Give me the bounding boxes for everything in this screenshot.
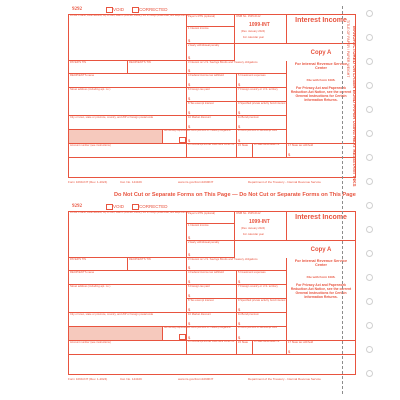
- box-17-label-2: 17 State tax withheld: [288, 341, 313, 344]
- omb-box: [235, 15, 287, 44]
- account-box-2[interactable]: [69, 341, 187, 355]
- box-13-label: 13 Bond premium on tax-exempt bond: [238, 130, 278, 132]
- copy-label-2: Copy A: [310, 247, 332, 253]
- form-grid: [68, 14, 356, 178]
- city-box-2[interactable]: [69, 313, 187, 327]
- box-9-dollar-2: $: [238, 307, 241, 312]
- box-11-label-2: 11 Bond premium: [238, 313, 260, 316]
- box-10-label-2: 10 Market discount: [188, 313, 211, 316]
- box-2-dollar-2: $: [188, 252, 191, 257]
- footer-url-2: www.irs.gov/Form1099INT: [178, 377, 214, 381]
- box-4-dollar-2: $: [188, 279, 191, 284]
- city-box[interactable]: [69, 116, 187, 130]
- city-label-2: City or town, state or province, country, and ZIP or foreign postal code: [70, 313, 154, 316]
- footer-url: www.irs.gov/Form1099INT: [178, 180, 214, 184]
- feed-hole: [366, 82, 373, 89]
- payer-tin-box[interactable]: [69, 61, 128, 74]
- box-13[interactable]: [237, 130, 287, 144]
- box-1-dollar: $: [188, 38, 191, 43]
- shaded-area-2: [69, 327, 163, 341]
- payer-rtn-box[interactable]: [187, 15, 235, 27]
- box-16-2[interactable]: [253, 341, 287, 355]
- feed-hole: [366, 106, 373, 113]
- fatca-label: FATCA filing requirement: [164, 130, 189, 132]
- form-name-2: 1099-INT: [249, 219, 270, 225]
- box-15[interactable]: [237, 144, 253, 158]
- form-code-2: 9292: [72, 204, 82, 209]
- recipient-tin-box[interactable]: [128, 61, 187, 74]
- box-6-dollar-2: $: [188, 293, 191, 298]
- payer-box[interactable]: [69, 15, 187, 61]
- fatca-label-2: FATCA filing requirement: [164, 327, 189, 329]
- street-label-2: Street address (including apt. no.): [70, 285, 111, 288]
- form-title-2: Interest Income: [295, 214, 347, 221]
- shaded-area: [69, 130, 163, 144]
- form-grid-2: [68, 211, 356, 375]
- box-1[interactable]: [187, 27, 235, 44]
- side-manufacture-text: MANUFACTURED ON LASER BOND PAPER USING HEAT RESISTANT INKS: [352, 26, 357, 187]
- void-label: VOID: [113, 7, 125, 12]
- feed-hole: [366, 370, 373, 377]
- perforation-line: [342, 6, 343, 394]
- file-with-label-2: File with Form 1096.: [306, 275, 336, 279]
- box-5-2[interactable]: [237, 271, 287, 285]
- recipient-name-label-2: RECIPIENT'S name: [70, 271, 95, 274]
- payer-label: PAYER'S name, street address, city or town, state or province, country, ZIP or foreign postal code, and telephone no.: [70, 15, 189, 17]
- box-14-label: 14 Tax-exempt and tax credit bond CUSIP no.: [188, 144, 235, 146]
- box-15-label: 15 State: [238, 144, 249, 147]
- box-3-label: 3 Interest on U.S. Savings Bonds and Treasury obligations: [188, 61, 258, 64]
- void-checkbox[interactable]: [106, 7, 113, 13]
- box-16-label: 16 State identification no.: [254, 144, 280, 146]
- fatca-box-2[interactable]: [163, 327, 187, 341]
- feed-hole: [366, 154, 373, 161]
- box-8-dollar: $: [188, 110, 191, 115]
- box-13-label-2: 13 Bond premium on tax-exempt bond: [238, 327, 278, 329]
- feed-hole: [366, 346, 373, 353]
- file-with-label: File with Form 1096.: [306, 78, 336, 82]
- cut-warning: Do Not Cut or Separate Forms on This Page — Do Not Cut or Separate Forms on This Page: [114, 192, 356, 198]
- box-2-label-2: 2 Early withdrawal penalty: [188, 241, 220, 244]
- box-10-dollar-2: $: [188, 321, 191, 326]
- corrected-checkbox[interactable]: [132, 7, 139, 13]
- payer-rtn-label: Payer's RTN (optional): [188, 15, 216, 18]
- box-15-2[interactable]: [237, 341, 253, 355]
- box-13-2[interactable]: [237, 327, 287, 341]
- box-10[interactable]: [187, 116, 237, 130]
- street-box-2[interactable]: [69, 285, 187, 313]
- box-7-label-2: 7 Foreign country or U.S. territory: [238, 285, 278, 288]
- box-8-label-2: 8 Tax-exempt interest: [188, 299, 214, 302]
- box-12-dollar-2: $: [188, 335, 191, 340]
- feed-hole: [366, 130, 373, 137]
- box-17-label: 17 State tax withheld: [288, 144, 313, 147]
- box-14-2[interactable]: [187, 341, 237, 355]
- box-9-label: 9 Specified private activity bond interest: [238, 102, 286, 105]
- recipient-tin-box-2[interactable]: [128, 258, 187, 271]
- box-5-dollar: $: [238, 82, 241, 87]
- box-4-label: 4 Federal income tax withheld: [188, 74, 224, 77]
- box-8-dollar-2: $: [188, 307, 191, 312]
- title-box: [287, 15, 355, 44]
- box-14-label-2: 14 Tax-exempt and tax credit bond CUSIP no.: [188, 341, 235, 343]
- rev-label-2: (Rev. January 2024): [241, 227, 266, 230]
- account-box[interactable]: [69, 144, 187, 158]
- form-code: 9292: [72, 7, 82, 12]
- box-6-label-2: 6 Foreign tax paid: [188, 285, 210, 288]
- feed-hole: [366, 250, 373, 257]
- year-label: For calendar year: [243, 36, 265, 39]
- payer-rtn-label-2: Payer's RTN (optional): [188, 212, 216, 215]
- box-14[interactable]: [187, 144, 237, 158]
- box-4-2[interactable]: [187, 271, 237, 285]
- box-11-dollar-2: $: [238, 321, 241, 326]
- box-3-dollar-2: $: [188, 265, 191, 270]
- footer-dept-2: Department of the Treasury - Internal Revenue Service: [248, 377, 321, 381]
- box-10-label: 10 Market discount: [188, 116, 211, 119]
- box-4-label-2: 4 Federal income tax withheld: [188, 271, 224, 274]
- footer-cat-no-2: Cat. No. 14410K: [120, 377, 143, 381]
- year-label-2: For calendar year: [243, 233, 265, 236]
- box-12-dollar: $: [188, 138, 191, 143]
- box-7-label: 7 Foreign country or U.S. territory: [238, 88, 278, 91]
- box-13-dollar: $: [238, 138, 241, 143]
- box-10-2[interactable]: [187, 313, 237, 327]
- box-16[interactable]: [253, 144, 287, 158]
- box-3-dollar: $: [188, 68, 191, 73]
- box-5-label: 5 Investment expenses: [238, 74, 266, 77]
- box-13-dollar-2: $: [238, 335, 241, 340]
- feed-hole: [366, 226, 373, 233]
- box-2-dollar: $: [188, 55, 191, 60]
- box-15-label-2: 15 State: [238, 341, 249, 344]
- left-margin: [0, 0, 58, 400]
- copy-label: Copy A: [310, 50, 332, 56]
- recipient-name-box[interactable]: [69, 74, 187, 88]
- box-9[interactable]: [237, 102, 287, 116]
- box-3-2[interactable]: [187, 258, 287, 271]
- box-6[interactable]: [187, 88, 237, 102]
- box-11-label: 11 Bond premium: [238, 116, 260, 119]
- feed-hole: [366, 274, 373, 281]
- box-1-label-2: 1 Interest income: [188, 224, 209, 227]
- omb-label-2: OMB No. 1545-0112: [236, 212, 261, 215]
- fatca-checkbox-2[interactable]: [179, 334, 186, 340]
- feed-hole: [366, 58, 373, 65]
- account-label: Account number (see instructions): [70, 144, 111, 147]
- side-paper-text: TITLE OF PAPER / PAPER WEIGHT: [346, 20, 350, 78]
- footer-cat-no: Cat. No. 14410K: [120, 180, 143, 184]
- tractor-feed-strip: [365, 10, 373, 390]
- box-1-label: 1 Interest income: [188, 27, 209, 30]
- footer-form-no: Form 1099-INT (Rev. 1-2024): [68, 180, 108, 184]
- box-5-label-2: 5 Investment expenses: [238, 271, 266, 274]
- box-2-2[interactable]: [187, 241, 235, 258]
- box-12-label-2: 12 Bond premium on Treasury obligations: [188, 327, 231, 329]
- box-11-2[interactable]: [237, 313, 287, 327]
- omb-box-2: [235, 212, 287, 241]
- box-11[interactable]: [237, 116, 287, 130]
- street-label: Street address (including apt. no.): [70, 88, 111, 91]
- omb-label: OMB No. 1545-0112: [236, 15, 261, 18]
- corrected-label: CORRECTED: [139, 7, 168, 12]
- recipient-tin-label: RECIPIENT'S TIN: [129, 61, 151, 64]
- bottom-row-2: [69, 355, 355, 374]
- box-12[interactable]: [187, 130, 237, 144]
- copy-info-2: [287, 241, 355, 341]
- box-5[interactable]: [237, 74, 287, 88]
- feed-hole: [366, 298, 373, 305]
- box-8-2[interactable]: [187, 299, 237, 313]
- footer-form-no-2: Form 1099-INT (Rev. 1-2024): [68, 377, 108, 381]
- box-4[interactable]: [187, 74, 237, 88]
- box-1-dollar-2: $: [188, 235, 191, 240]
- title-box-2: [287, 212, 355, 241]
- box-7[interactable]: [237, 88, 287, 102]
- box-8[interactable]: [187, 102, 237, 116]
- box-1-2[interactable]: [187, 224, 235, 241]
- box-12-2[interactable]: [187, 327, 237, 341]
- privacy-label: For Privacy Act and Paperwork Reduction Act Notice, see the current General Instructions for Certain Information Returns.: [290, 86, 352, 102]
- footer-dept: Department of the Treasury - Internal Revenue Service: [248, 180, 321, 184]
- box-6-label: 6 Foreign tax paid: [188, 88, 210, 91]
- feed-hole: [366, 202, 373, 209]
- box-17-dollar: $: [288, 152, 291, 157]
- box-3-label-2: 3 Interest on U.S. Savings Bonds and Treasury obligations: [188, 258, 258, 261]
- feed-hole: [366, 10, 373, 17]
- privacy-label-2: For Privacy Act and Paperwork Reduction Act Notice, see the current General Instructions for Certain Information Returns.: [290, 283, 352, 299]
- form-title: Interest Income: [295, 17, 347, 24]
- void-label-2: VOID: [113, 204, 125, 209]
- box-9-dollar: $: [238, 110, 241, 115]
- fatca-box[interactable]: [163, 130, 187, 144]
- recipient-name-box-2[interactable]: [69, 271, 187, 285]
- city-label: City or town, state or province, country, and ZIP or foreign postal code: [70, 116, 154, 119]
- corrected-label-2: CORRECTED: [139, 204, 168, 209]
- payer-label-2: PAYER'S name, street address, city or town, state or province, country, ZIP or foreign postal code, and telephone no.: [70, 212, 189, 214]
- box-3[interactable]: [187, 61, 287, 74]
- payer-box-2[interactable]: [69, 212, 187, 258]
- copy-info: [287, 44, 355, 144]
- box-6-2[interactable]: [187, 285, 237, 299]
- account-label-2: Account number (see instructions): [70, 341, 111, 344]
- box-8-label: 8 Tax-exempt interest: [188, 102, 214, 105]
- box-6-dollar: $: [188, 96, 191, 101]
- box-17-dollar-2: $: [288, 349, 291, 354]
- payer-tin-box-2[interactable]: [69, 258, 128, 271]
- payer-rtn-box-2[interactable]: [187, 212, 235, 224]
- box-11-dollar: $: [238, 124, 241, 129]
- void-checkbox-2[interactable]: [106, 204, 113, 210]
- box-9-2[interactable]: [237, 299, 287, 313]
- box-10-dollar: $: [188, 124, 191, 129]
- box-12-label: 12 Bond premium on Treasury obligations: [188, 130, 231, 132]
- corrected-checkbox-2[interactable]: [132, 204, 139, 210]
- box-5-dollar-2: $: [238, 279, 241, 284]
- box-7-2[interactable]: [237, 285, 287, 299]
- box-2-label: 2 Early withdrawal penalty: [188, 44, 220, 47]
- recipient-tin-label-2: RECIPIENT'S TIN: [129, 258, 151, 261]
- feed-hole: [366, 34, 373, 41]
- box-17[interactable]: [287, 144, 355, 158]
- form-name: 1099-INT: [249, 22, 270, 28]
- feed-hole: [366, 322, 373, 329]
- fatca-checkbox[interactable]: [179, 137, 186, 143]
- box-17-2[interactable]: [287, 341, 355, 355]
- box-9-label-2: 9 Specified private activity bond interest: [238, 299, 286, 302]
- feed-hole: [366, 178, 373, 185]
- for-irs-label: For Internal Revenue Service Center: [294, 62, 348, 71]
- payer-tin-label: PAYER'S TIN: [70, 61, 87, 64]
- box-2[interactable]: [187, 44, 235, 61]
- for-irs-label-2: For Internal Revenue Service Center: [294, 259, 348, 268]
- recipient-name-label: RECIPIENT'S name: [70, 74, 95, 77]
- box-16-label-2: 16 State identification no.: [254, 341, 280, 343]
- payer-tin-label-2: PAYER'S TIN: [70, 258, 87, 261]
- street-box[interactable]: [69, 88, 187, 116]
- rev-label: (Rev. January 2024): [241, 30, 266, 33]
- box-4-dollar: $: [188, 82, 191, 87]
- bottom-row: [69, 158, 355, 177]
